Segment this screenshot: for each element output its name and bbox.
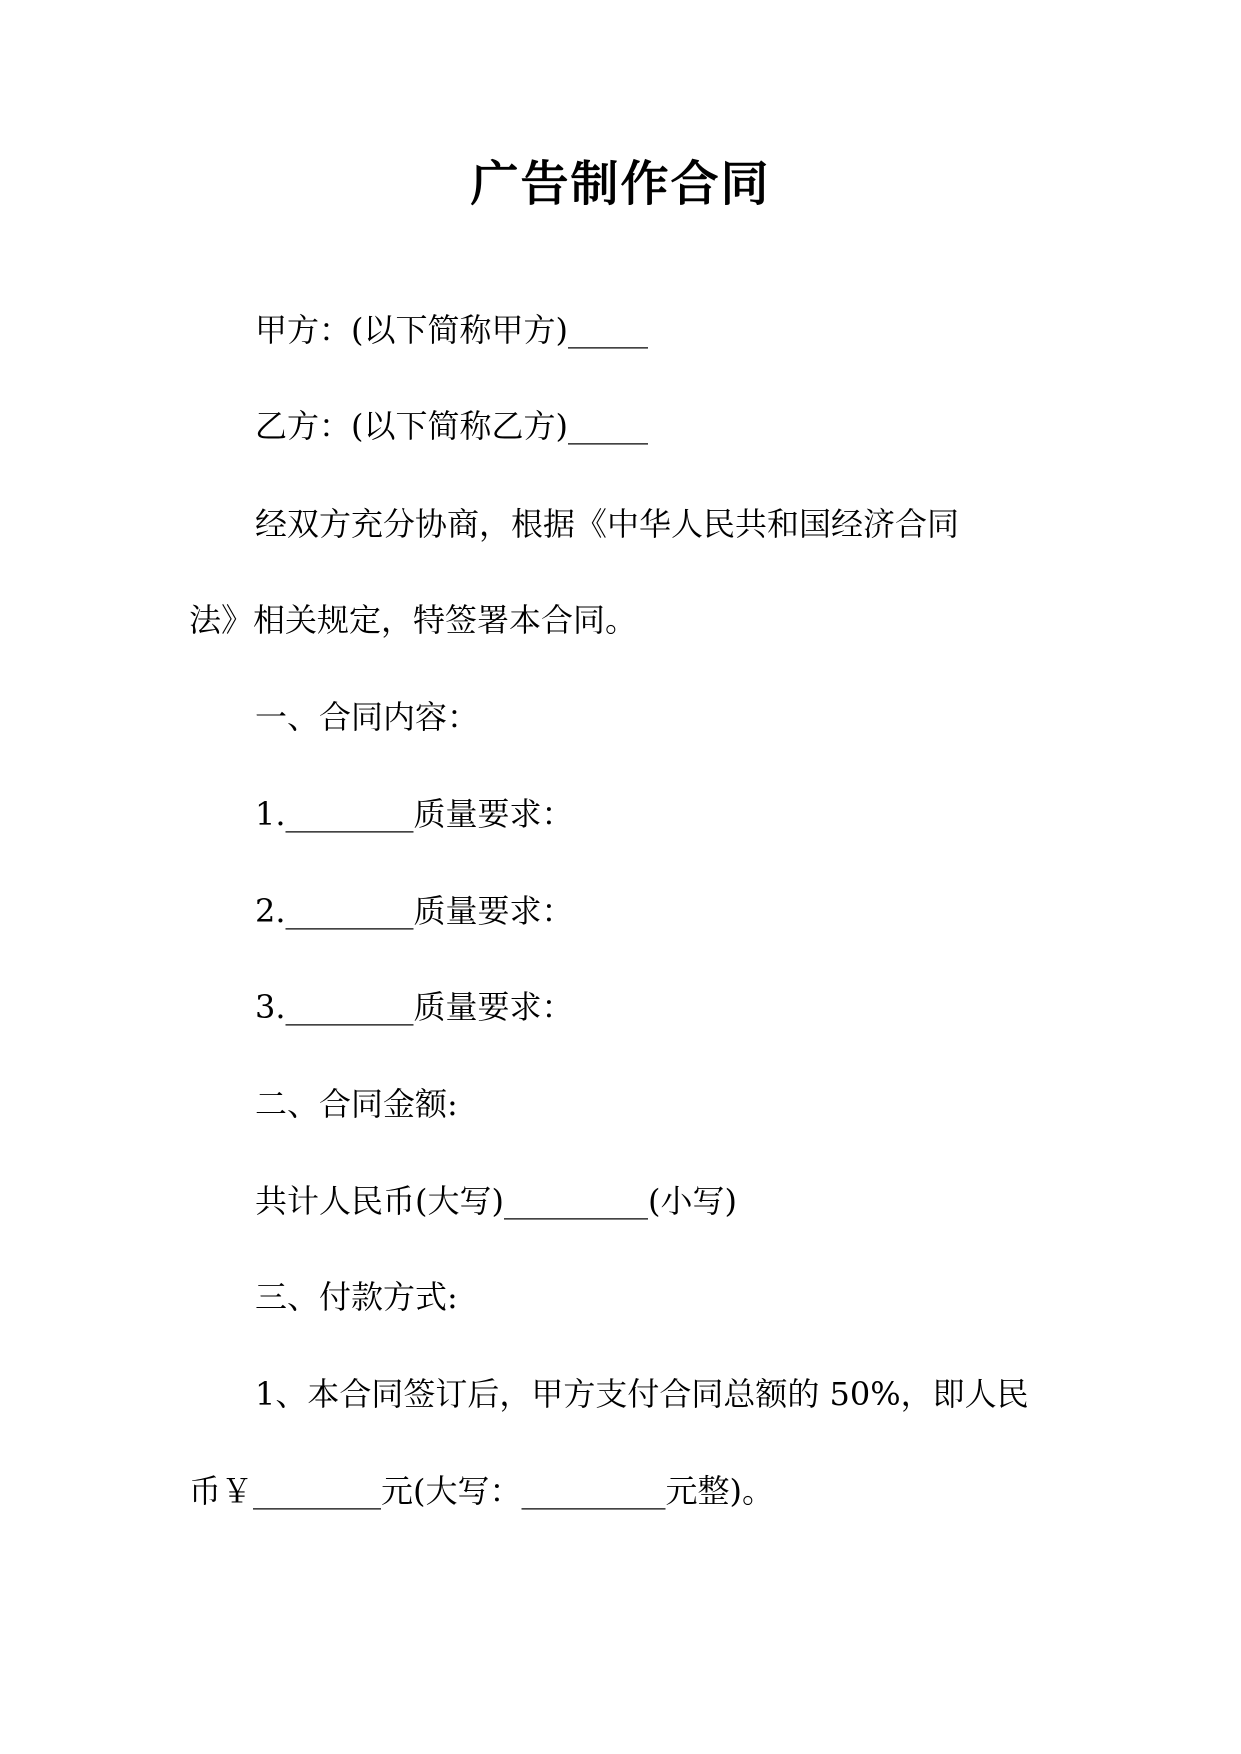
preamble-line-2: 法》相关规定，特签署本合同。 xyxy=(189,601,638,639)
section-heading-amount: 二、合同金额: xyxy=(255,1085,458,1123)
item-2-quality: 2.________质量要求： xyxy=(255,892,574,930)
item-3-quality: 3.________质量要求： xyxy=(255,988,574,1026)
page-title: 广告制作合同 xyxy=(470,156,771,212)
section-heading-payment: 三、付款方式: xyxy=(255,1278,458,1316)
party-a-line: 甲方：(以下简称甲方)_____ xyxy=(255,311,648,349)
item-1-quality: 1.________质量要求： xyxy=(255,795,574,833)
payment-line-1: 1、本合同签订后，甲方支付合同总额的 50%，即人民 xyxy=(255,1375,1029,1413)
section-heading-contents: 一、合同内容： xyxy=(255,698,480,736)
preamble-line-1: 经双方充分协商，根据《中华人民共和国经济合同 xyxy=(255,505,960,543)
party-b-line: 乙方：(以下简称乙方)_____ xyxy=(255,407,648,445)
total-amount-line: 共计人民币(大写)_________(小写) xyxy=(255,1182,737,1220)
payment-line-2: 币￥________元(大写：_________元整)。 xyxy=(189,1472,774,1510)
